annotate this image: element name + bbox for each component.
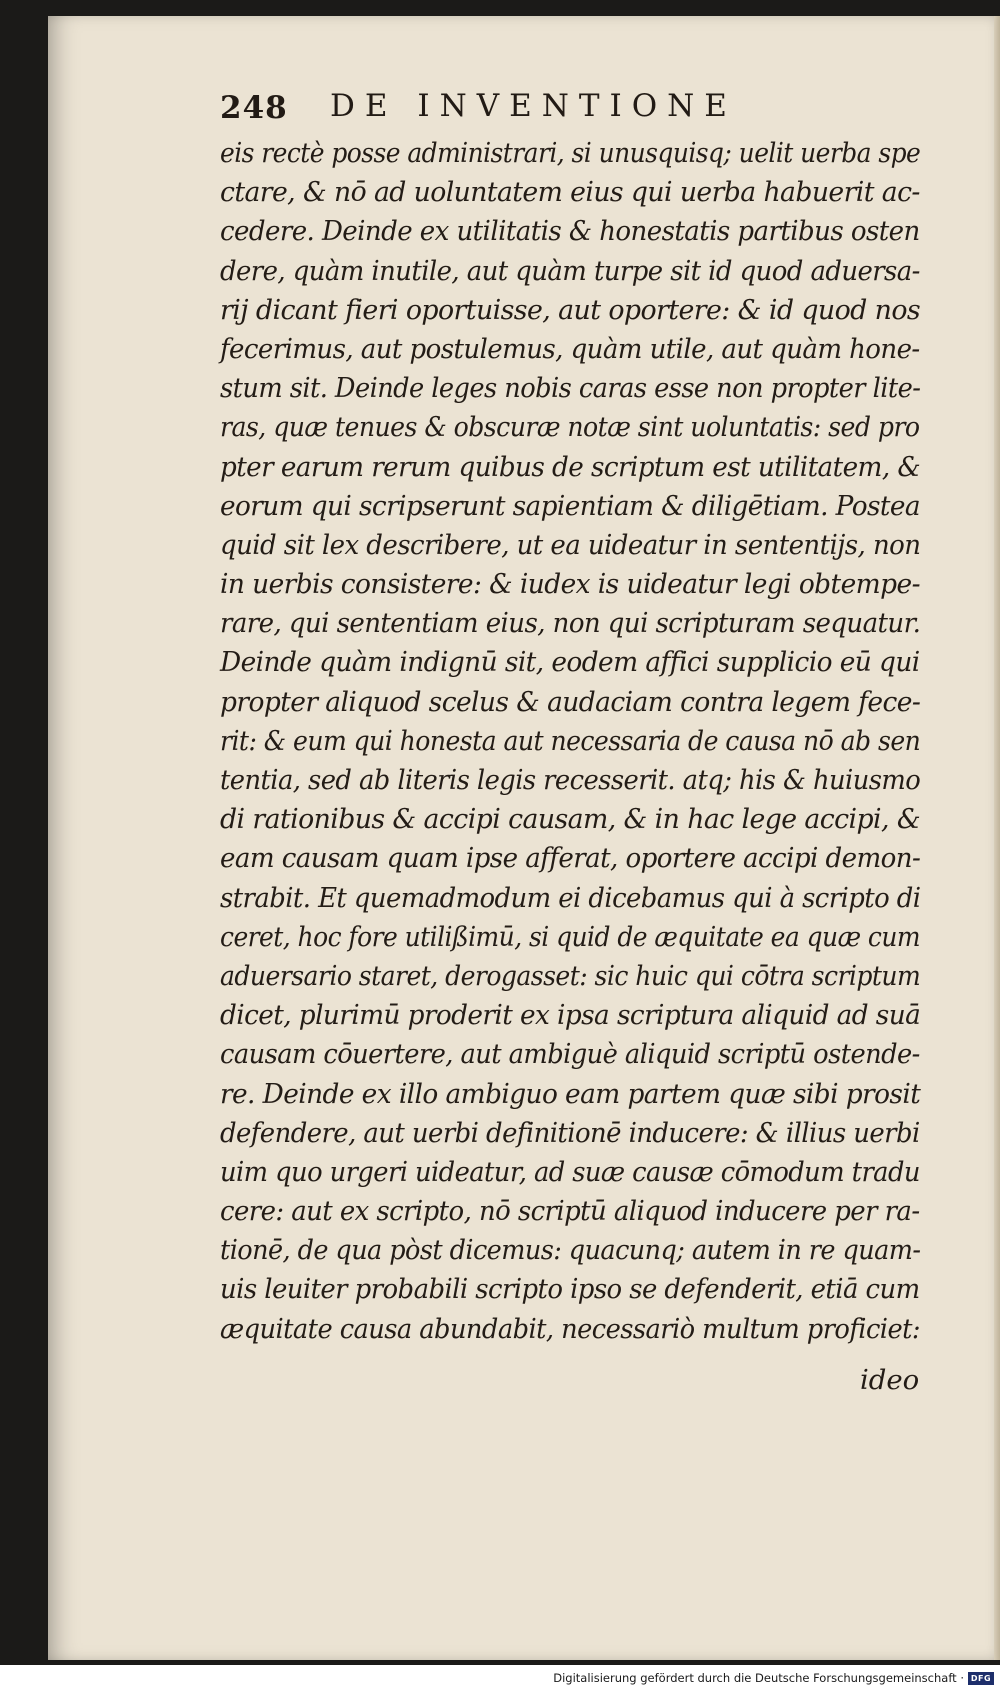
text-line: defendere, aut uerbi definitionē inducere: & illius uerbi — [220, 1116, 920, 1149]
text-line: eis rectè posse administrari, si unusquisq; uelit uerba spe — [220, 137, 921, 169]
text-line: re. Deinde ex illo ambiguo eam partem quæ sibi prosit — [220, 1077, 921, 1110]
text-line: Deinde quàm indignū sit, eodem affici supplicio eū qui — [220, 646, 920, 679]
text-line: di rationibus & accipi causam, & in hac lege accipi, & — [220, 803, 921, 836]
text-line: dicet, plurimū proderit ex ipsa scriptura aliquid ad suā — [220, 999, 921, 1032]
text-line: strabit. Et quemadmodum ei dicebamus qui à scripto di — [220, 881, 921, 914]
text-line: causam cōuertere, aut ambiguè aliquid scriptū ostende- — [220, 1038, 920, 1071]
text-line: ras, quæ tenues & obscuræ notæ sint uoluntatis: sed pro — [220, 411, 920, 444]
running-title: DE INVENTIONE — [330, 88, 737, 124]
text-line: uis leuiter probabili scripto ipso se defenderit, etiā cum — [220, 1273, 920, 1306]
text-line: in uerbis consistere: & iudex is uideatur legi obtempe- — [220, 568, 920, 601]
text-line: cedere. Deinde ex utilitatis & honestatis partibus osten — [220, 215, 920, 248]
page-number: 248 — [220, 90, 288, 126]
text-line: tionē, de qua pòst dicemus: quacunq; autem in re quam- — [220, 1234, 921, 1267]
text-line: eam causam quam ipse afferat, oportere accipi demon- — [220, 842, 921, 875]
text-line: propter aliquod scelus & audaciam contra legem fece- — [220, 685, 921, 718]
text-line: cere: aut ex scripto, nō scriptū aliquod inducere per ra- — [220, 1195, 920, 1228]
page-edge — [994, 16, 1000, 1660]
text-line: aduersario staret, derogasset: sic huic qui cōtra scriptum — [220, 959, 921, 992]
text-line: dere, quàm inutile, aut quàm turpe sit id quod aduersa- — [220, 254, 920, 287]
dfg-logo-icon: DFG — [968, 1672, 994, 1685]
text-line: rit: & eum qui honesta aut necessaria de causa nō ab sen — [220, 724, 921, 757]
funding-credit: Digitalisierung gefördert durch die Deutsche Forschungsgemeinschaft · — [553, 1671, 964, 1685]
text-line: æquitate causa abundabit, necessariò multum proficiet: — [220, 1312, 920, 1345]
catchword: ideo — [860, 1364, 920, 1396]
text-line: stum sit. Deinde leges nobis caras esse non propter lite- — [220, 372, 921, 405]
text-line: ceret, hoc fore utilißimū, si quid de æquitate ea quæ cum — [220, 920, 921, 953]
text-line: rare, qui sententiam eius, non qui scripturam sequatur. — [220, 607, 921, 640]
text-line: quid sit lex describere, ut ea uideatur in sententijs, non — [220, 528, 921, 561]
text-line: ctare, & nō ad uoluntatem eius qui uerba habuerit ac- — [220, 176, 920, 209]
text-line: uim quo urgeri uideatur, ad suæ causæ cōmodum tradu — [220, 1155, 920, 1188]
body-text — [220, 134, 920, 1349]
text-line: rij dicant fieri oportuisse, aut oportere: & id quod nos — [220, 293, 921, 326]
text-line: eorum qui scripserunt sapientiam & diligētiam. Postea — [220, 489, 920, 522]
running-head — [220, 84, 920, 132]
text-line: fecerimus, aut postulemus, quàm utile, aut quàm hone- — [220, 332, 920, 365]
digitization-footer — [0, 1665, 1000, 1693]
text-line: tentia, sed ab literis legis recesserit. atq; his & huiusmo — [220, 764, 921, 796]
text-line: pter earum rerum quibus de scriptum est utilitatem, & — [220, 450, 921, 483]
